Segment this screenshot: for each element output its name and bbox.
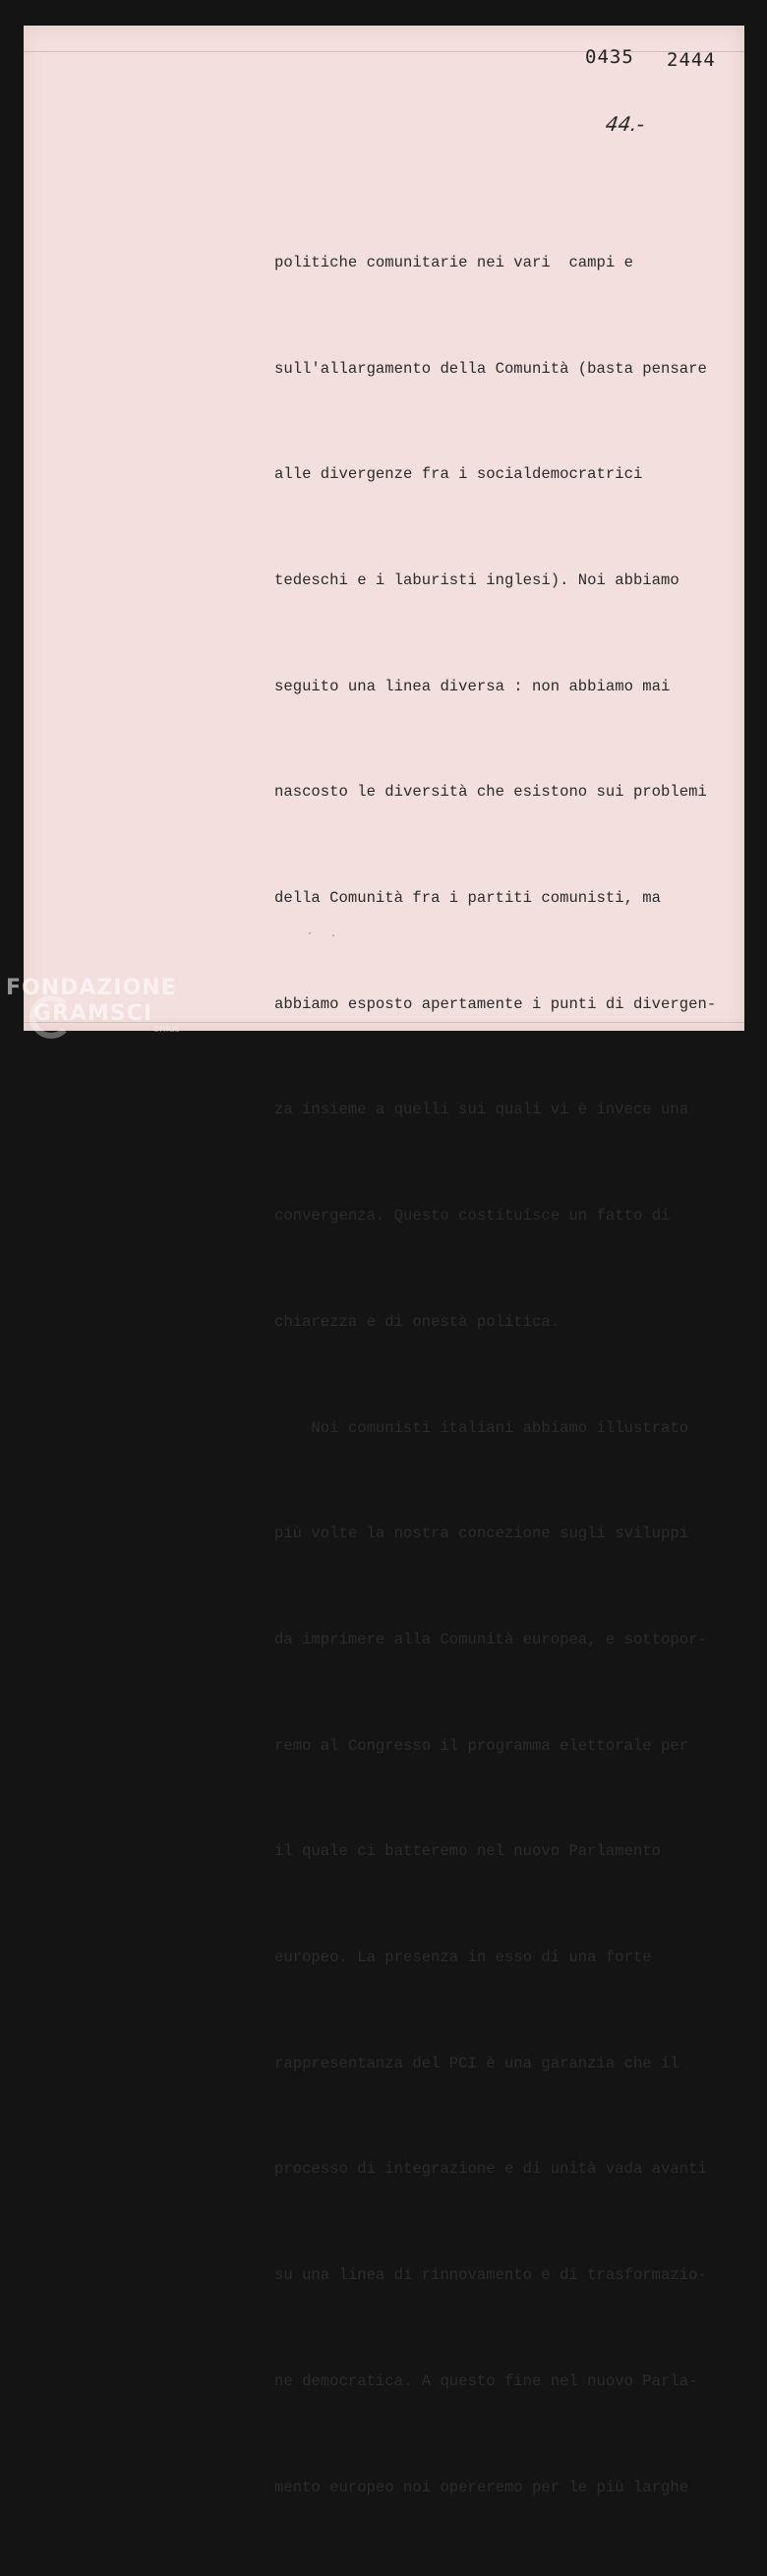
text-line: della Comunità fra i partiti comunisti, ma <box>274 889 662 908</box>
text-line: processo di integrazione e di unità vada avanti <box>274 2160 707 2179</box>
watermark-line3: onlus <box>153 1024 180 1035</box>
archive-stamp-left: 0435 <box>585 46 634 68</box>
text-line: tedeschi e i laburisti inglesi). Noi abbiamo <box>274 570 679 589</box>
text-line: remo al Congresso il programma elettorale per <box>274 1736 689 1755</box>
text-line: rappresentanza del PCI è una garanzia che il <box>274 2054 679 2072</box>
fondazione-gramsci-watermark <box>6 976 180 1035</box>
text-line: alle divergenze fra i socialdemocratrici <box>274 465 643 484</box>
document-page <box>24 26 744 2496</box>
text-line: Noi comunisti italiani abbiamo illustrato <box>274 1418 689 1437</box>
text-line: za insieme a quelli sui quali vi è invece una <box>274 1101 689 1119</box>
watermark-line2: GRAMSCI <box>33 1001 153 1026</box>
text-line: politiche comunitarie nei vari campi e <box>274 253 633 271</box>
paper-specks: · . <box>307 929 343 939</box>
text-line: nascosto le diversità che esistono sui problemi <box>274 783 707 802</box>
g-logo-icon <box>30 995 73 1039</box>
text-line: seguito una linea diversa : non abbiamo mai <box>274 677 671 695</box>
text-line: più volte la nostra concezione sugli sviluppi <box>274 1525 689 1543</box>
page-top-rule <box>24 51 744 52</box>
text-line: mento europeo noi opereremo per le più larghe <box>274 2478 689 2496</box>
text-line: da imprimere alla Comunità europea, e sottopor- <box>274 1630 707 1648</box>
handwritten-page-number: 44.- <box>604 112 646 136</box>
archive-stamp-right: 2444 <box>667 49 716 71</box>
text-line: chiarezza e di onestà politica. <box>274 1312 560 1331</box>
text-line: convergenza. Questo costituisce un fatto di <box>274 1207 671 1226</box>
text-line: il quale ci batteremo nel nuovo Parlamento <box>274 1842 662 1861</box>
watermark-line1: FONDAZIONE <box>6 976 177 1000</box>
text-line: su una linea di rinnovamento e di trasformazio- <box>274 2266 707 2285</box>
text-line: ne democratica. A questo fine nel nuovo Parla- <box>274 2371 698 2390</box>
typed-text-body <box>274 175 727 2576</box>
text-line: abbiamo esposto apertamente i punti di divergen- <box>274 994 717 1013</box>
text-line: europeo. La presenza in esso di una forte <box>274 1948 652 1967</box>
text-line: sull'allargamento della Comunità (basta pensare <box>274 359 707 378</box>
